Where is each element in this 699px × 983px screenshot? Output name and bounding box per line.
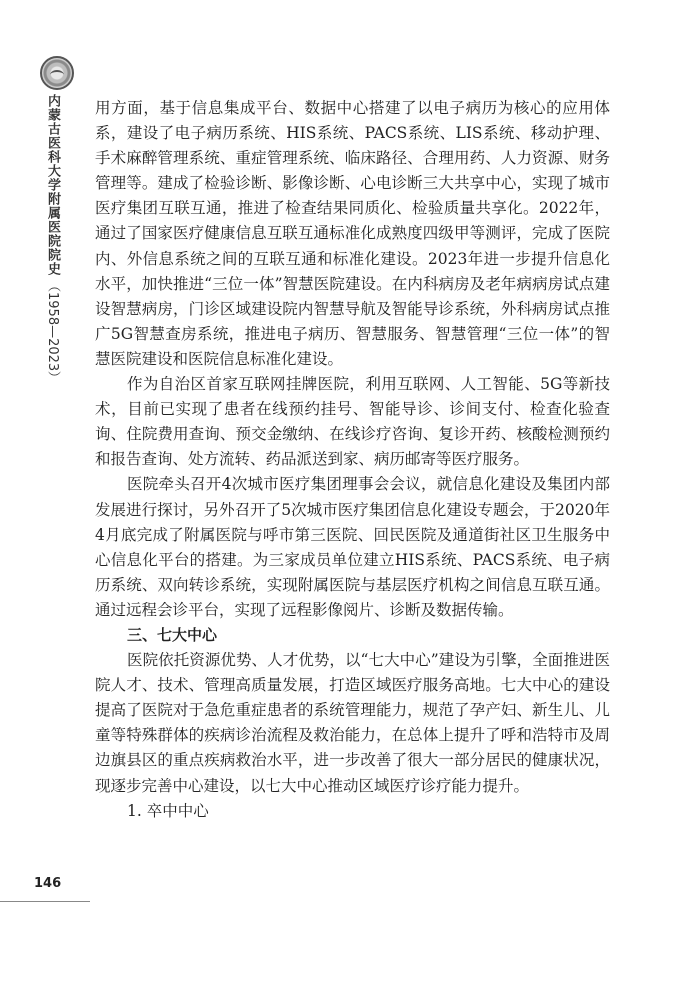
section-heading: 三、七大中心 (127, 625, 218, 644)
book-title-text: 内蒙古医科大学附属医院院史 (45, 94, 60, 276)
page-number: 146 (34, 876, 62, 891)
page-body (95, 96, 610, 824)
book-title-years: （1958—2023） (45, 279, 60, 385)
paragraph-3: 医院牵头召开4次城市医疗集团理事会会议，就信息化建设及集团内部发展进行探讨，另外召开了5次城市医疗集团信息化建设专题会，于2020年4月底完成了附属医院与呼市第三医院、回民医院及通道街社区卫生服务中心信息化平台的搭建。为三家成员单位建立HIS系统、PACS系统、电子病历系统、双向转诊系统，实现附属医院与基层医疗机构之间信息互联互通。通过远程会诊平台，实现了远程影像阅片、诊断及数据传输。 (95, 475, 610, 619)
paragraph-1: 用方面，基于信息集成平台、数据中心搭建了以电子病历为核心的应用体系，建设了电子病历系统、HIS系统、PACS系统、LIS系统、移动护理、手术麻醉管理系统、重症管理系统、临床路径、合理用药、人力资源、财务管理等。建成了检验诊断、影像诊断、心电诊断三大共享中心，实现了城市医疗集团互联互通，推进了检查结果同质化、检验质量共享化。2022年，通过了国家医疗健康信息互联互通标准化成熟度四级甲等测评，完成了医院内、外信息系统之间的互联互通和标准化建设。2023年进一步提升信息化水平，加快推进“三位一体”智慧医院建设。在内科病房及老年病病房试点建设智慧病房，门诊区域建设院内智慧导航及智能导诊系统，外科病房试点推广5G智慧查房系统，推进电子病历、智慧服务、智慧管理“三位一体”的智慧医院建设和医院信息标准化建设。 (95, 99, 610, 368)
subsection-heading: 1. 卒中中心 (127, 801, 209, 820)
hospital-logo (40, 56, 74, 90)
paragraph-4: 医院依托资源优势、人才优势，以“七大中心”建设为引擎，全面推进医院人才、技术、管理高质量发展，打造区域医疗服务高地。七大中心的建设提高了医院对于急危重症患者的系统管理能力，规范了孕产妇、新生儿、儿童等特殊群体的疾病诊治流程及救治能力，在总体上提升了呼和浩特市及周边旗县区的重点疾病救治水平，进一步改善了很大一部分居民的健康状况，现逐步完善中心建设，以七大中心推动区域医疗诊疗能力提升。 (95, 651, 610, 795)
paragraph-2: 作为自治区首家互联网挂牌医院，利用互联网、人工智能、5G等新技术，目前已实现了患者在线预约挂号、智能导诊、诊间支付、检查化验查询、住院费用查询、预交金缴纳、在线诊疗咨询、复诊开药、核酸检测预约和报告查询、处方流转、药品派送到家、病历邮寄等医疗服务。 (95, 375, 610, 469)
footer-rule (0, 901, 90, 902)
book-title-vertical (46, 94, 59, 384)
